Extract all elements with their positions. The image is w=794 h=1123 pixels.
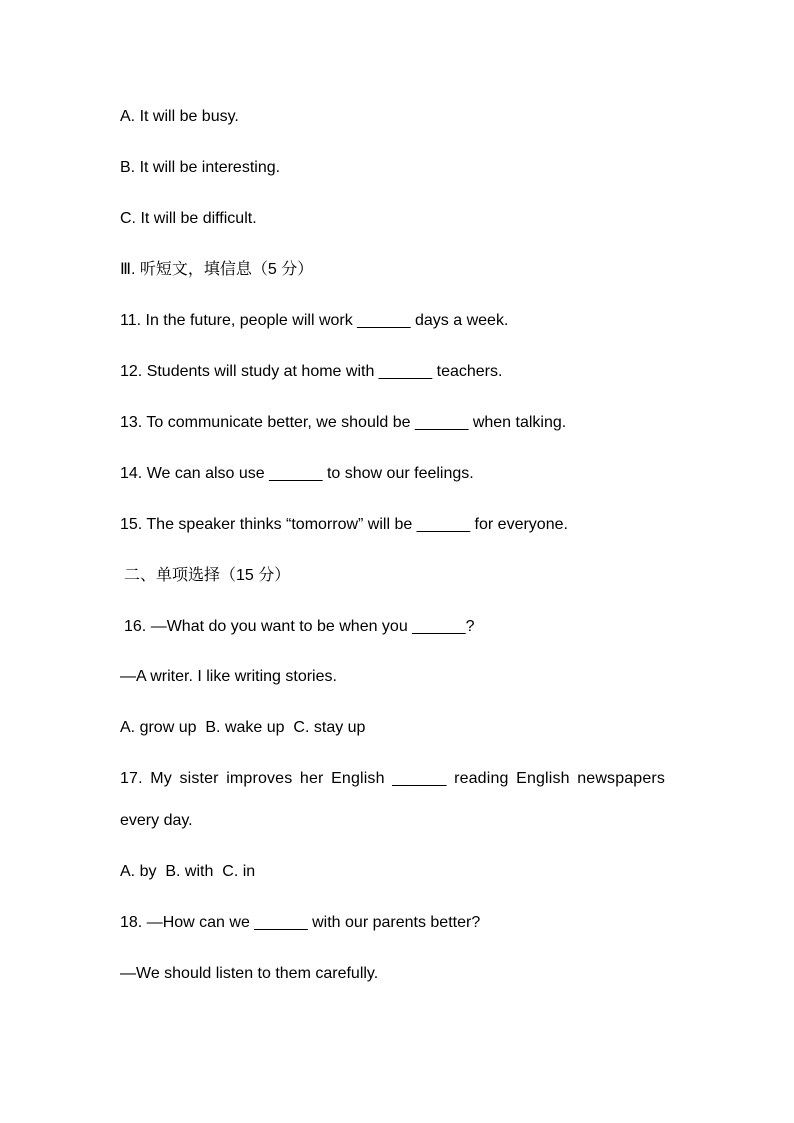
question-17-options: A. by B. with C. in — [120, 863, 256, 880]
question-17: 17. My sister improves her English ______ reading English newspapers — [120, 770, 666, 787]
question-18-dialogue: —We should listen to them carefully. — [120, 965, 379, 982]
section-heading-single-choice: 二、单项选择（15 分） — [124, 567, 291, 584]
question-14: 14. We can also use ______ to show our feelings. — [120, 465, 474, 482]
option-b-interesting: B. It will be interesting. — [120, 159, 281, 176]
question-13: 13. To communicate better, we should be ______ when talking. — [120, 414, 567, 431]
question-11: 11. In the future, people will work ______ days a week. — [120, 312, 509, 329]
section-heading-listening: Ⅲ. 听短文，填信息（5 分） — [120, 261, 314, 278]
question-16: 16. —What do you want to be when you ______? — [124, 618, 475, 635]
option-c-difficult: C. It will be difficult. — [120, 210, 257, 227]
question-16-options: A. grow up B. wake up C. stay up — [120, 719, 366, 736]
question-12: 12. Students will study at home with ______ teachers. — [120, 363, 503, 380]
question-15: 15. The speaker thinks “tomorrow” will be ______ for everyone. — [120, 516, 568, 533]
question-17-continued: every day. — [120, 812, 193, 829]
question-18: 18. —How can we ______ with our parents better? — [120, 914, 481, 931]
question-16-dialogue: —A writer. I like writing stories. — [120, 668, 337, 685]
option-a-busy: A. It will be busy. — [120, 108, 239, 125]
